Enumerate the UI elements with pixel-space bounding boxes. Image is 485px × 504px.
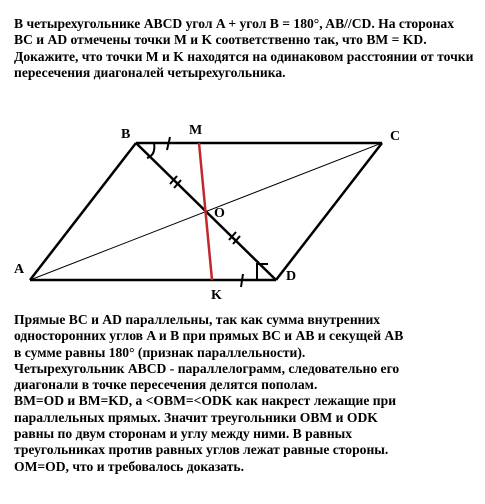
solution-line: односторонних углов A и B при прямых BC и AB и секущей AB [14, 328, 404, 344]
solution-line: диагонали в точке пересечения делятся пополам. [14, 377, 318, 393]
solution-line: параллельных прямых. Значит треугольники OBM и ODK [14, 409, 378, 425]
solution-line: BM=OD и BM=KD, а <OBM=<ODK как накрест лежащие при [14, 393, 397, 409]
solution-line: OM=OD, что и требовалось доказать. [14, 458, 245, 474]
label-k: K [211, 288, 222, 303]
label-d: D [286, 269, 297, 284]
solution-line: треугольниках против равных углов лежат равные стороны. [14, 442, 389, 458]
solution-line: Четырехугольник ABCD - параллелограмм, следовательно его [14, 360, 400, 376]
label-b: B [121, 127, 131, 142]
solution-line: равны по двум сторонам и углу между ними. В равных [14, 426, 353, 442]
solution-text [14, 312, 476, 475]
problem-text: В четырехугольнике ABCD угол A + угол B = 180°, AB//CD. На сторонах BC и AD отмечены точки M и K соответственно так, что BM = KD. Докажите, что точки M и K находятся на одинаковом расстоянии от точки пересечения диагоналей четырехугольника. [14, 16, 474, 80]
tick-kd [241, 274, 243, 287]
label-c: C [390, 129, 401, 144]
parallelogram-figure [0, 115, 485, 305]
label-m: M [189, 123, 203, 138]
label-o: O [214, 206, 225, 221]
label-a: A [14, 262, 25, 277]
solution-line: Прямые BC и AD параллельны, так как сумма внутренних [14, 312, 381, 327]
solution-line: в сумме равны 180° (признак параллельности). [14, 344, 306, 360]
problem-statement [14, 16, 476, 81]
segment-mk [199, 143, 212, 280]
